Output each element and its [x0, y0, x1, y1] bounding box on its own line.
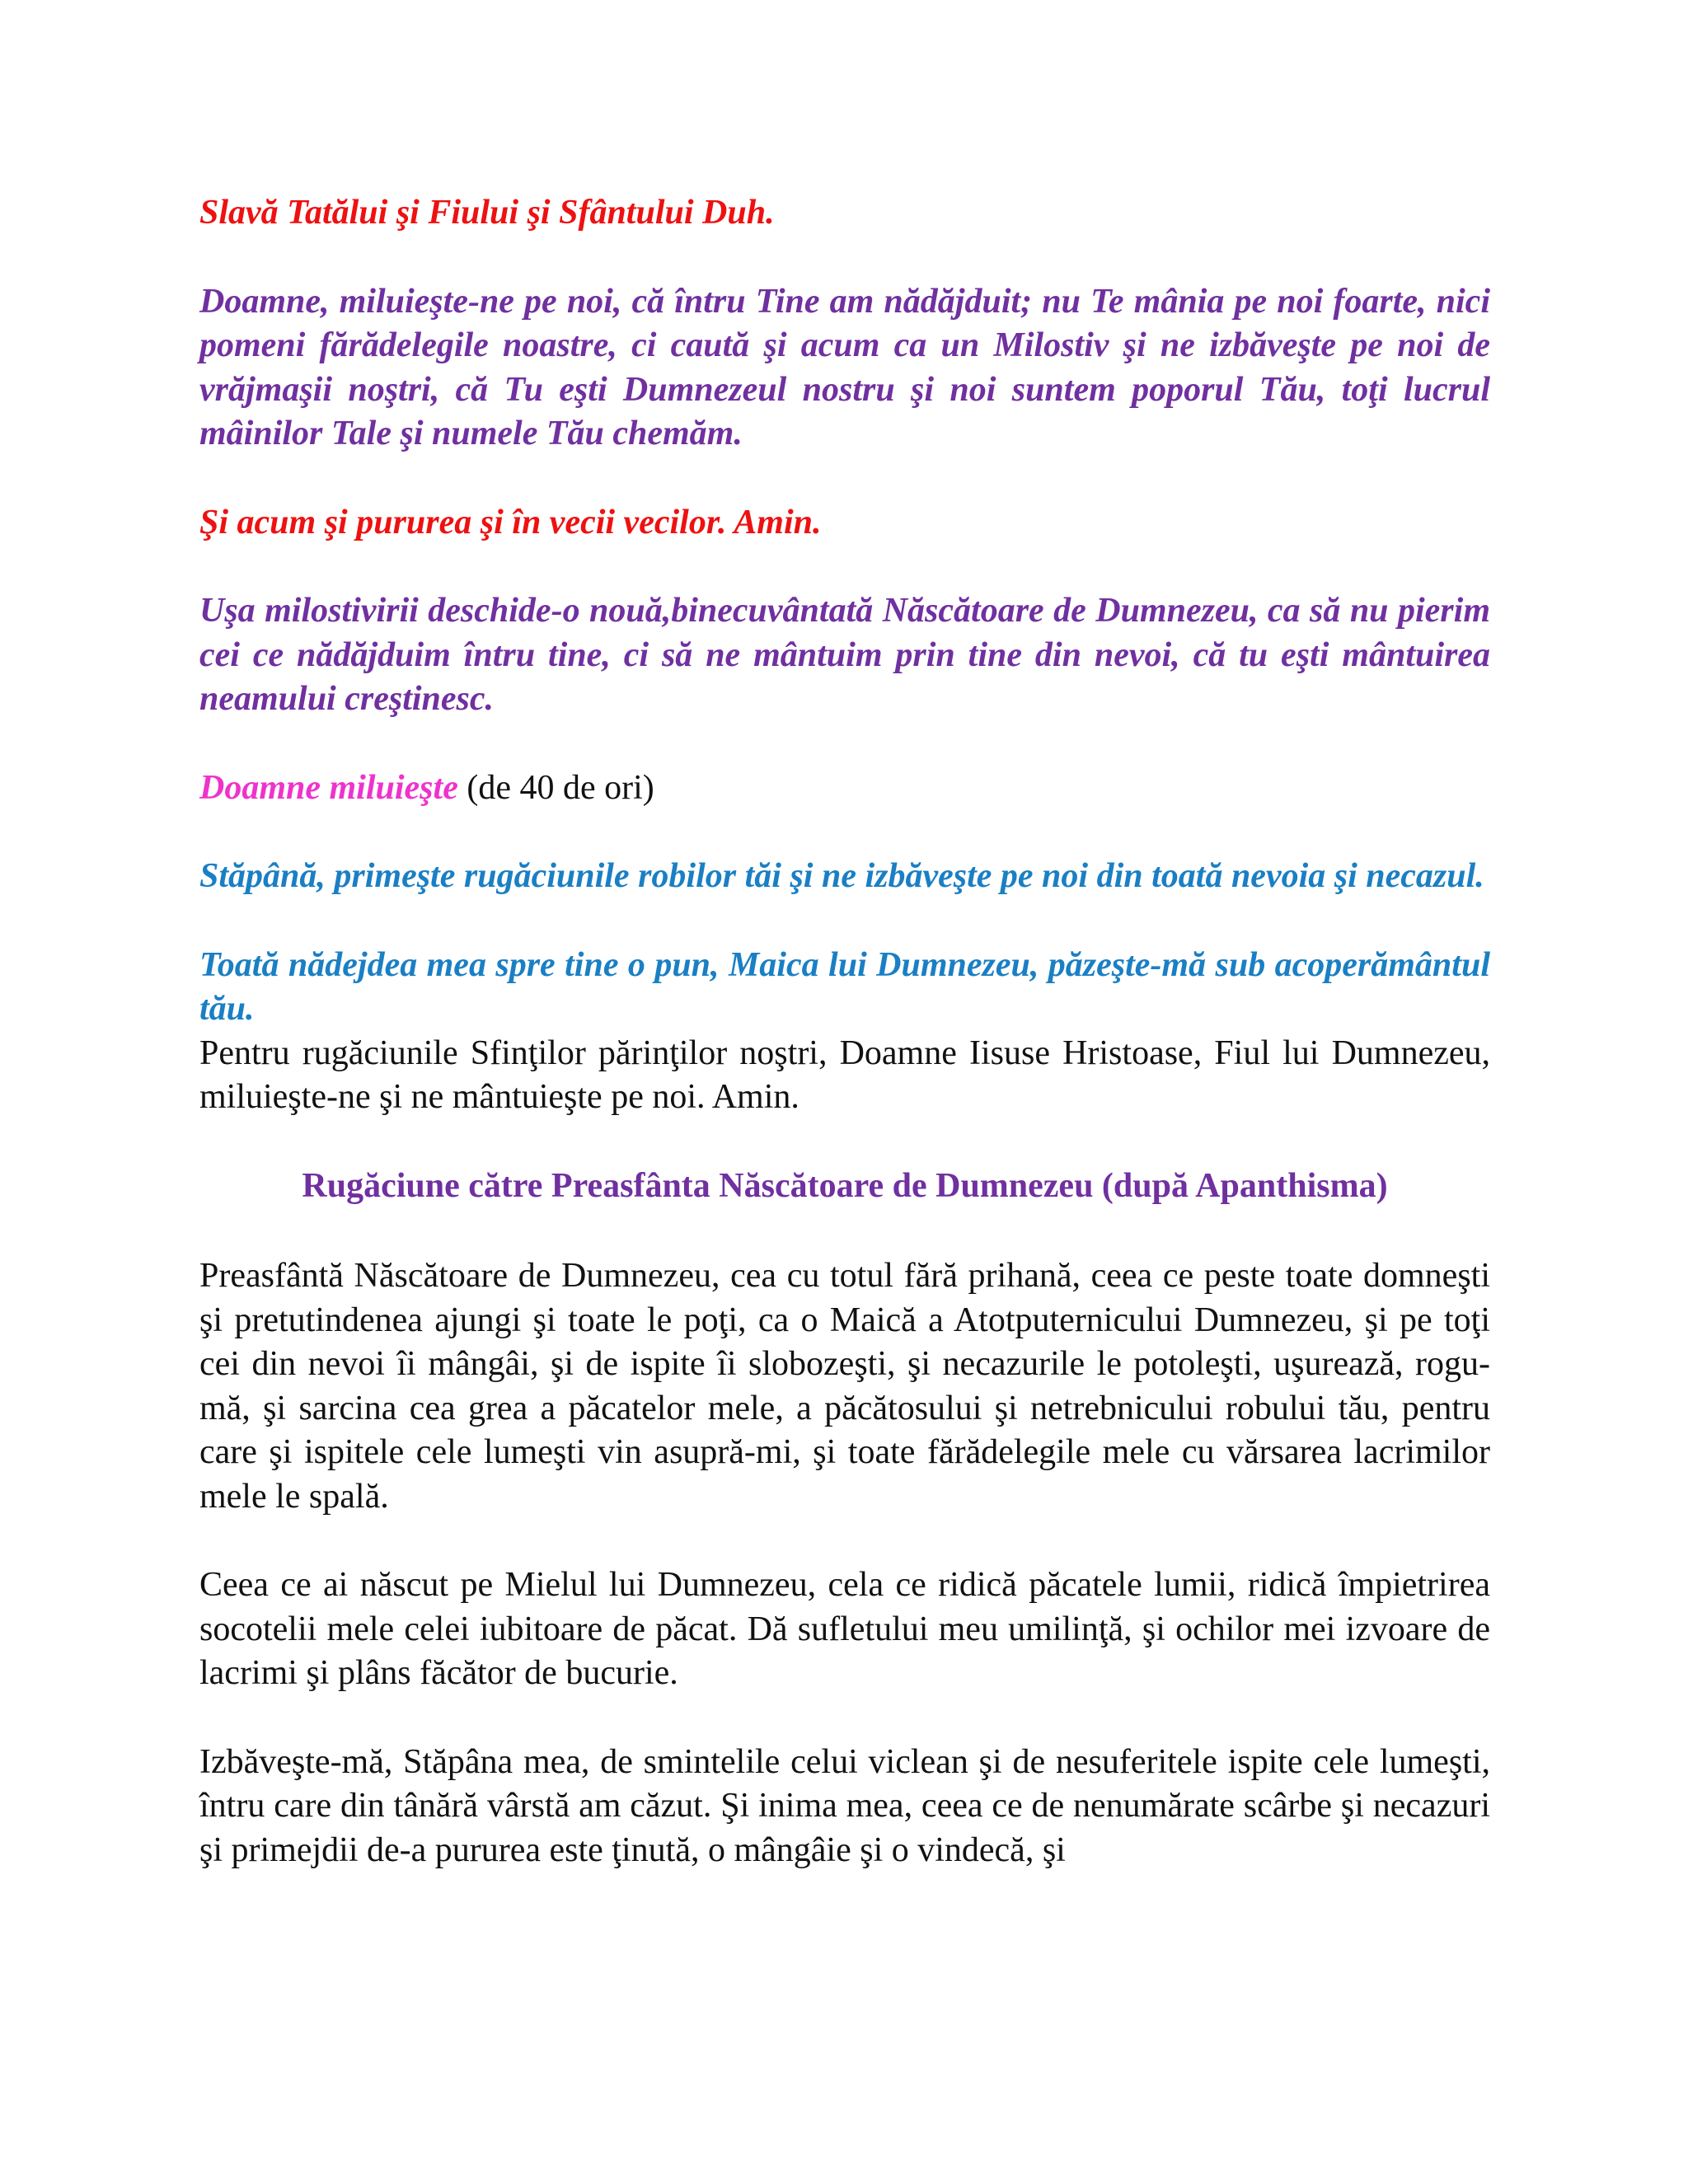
- repeat-count-note: (de 40 de ori): [457, 768, 654, 807]
- body-paragraph-1: Preasfântă Născătoare de Dumnezeu, cea cu totul fără prihană, ceea ce peste toate domneşti şi pretutindenea ajungi şi toate le poţi, ca o Maică a Atotputernicului Dumnezeu, şi pe toţi cei din nevoi îi mângâi, şi de ispite îi slobozeşti, şi necazurile le potoleşti, uşurează, rogu-mă, şi sarcina cea grea a păcatelor mele, a păcătosului şi netrebnicului robului tău, pentru care şi ispitele cele lumeşti vin asupră-mi, şi toate fărădelegile mele cu vărsarea lacrimilor mele le spală.: [199, 1257, 1490, 1516]
- prayer-glory: Slavă Tatălui şi Fiului şi Sfântului Duh.: [199, 194, 775, 232]
- prayer-door-of-mercy: Uşa milostivirii deschide-o nouă,binecuvântată Născătoare de Dumnezeu, ca să nu pierim cei ce nădăjduim întru tine, ci să ne mântuim prin tine din nevoi, că tu eşti mântuirea neamului creştinesc.: [199, 592, 1490, 718]
- body-paragraph-3: Izbăveşte-mă, Stăpâna mea, de smintelile celui viclean şi de nesuferitele ispite cele lumeşti, întru care din tânără vârstă am căzut. Şi inima mea, ceea ce de nenumărate scârbe şi necazuri şi primejdii de-a pururea este ţinută, o mângâie şi o vindecă, şi: [199, 1742, 1490, 1869]
- prayer-holy-fathers: Pentru rugăciunile Sfinţilor părinţilor noştri, Doamne Iisuse Hristoase, Fiul lui Dumnezeu, miluieşte-ne şi ne mântuieşte pe noi. Amin.: [199, 1033, 1490, 1116]
- prayer-lord-have-mercy-40: [199, 766, 1490, 811]
- document-page: [199, 191, 1490, 1917]
- lord-have-mercy-label: Doamne miluieşte: [199, 768, 458, 807]
- prayer-now-and-ever: Şi acum şi pururea şi în vecii vecilor. Amin.: [199, 503, 822, 541]
- prayer-all-my-hope: Toată nădejdea mea spre tine o pun, Maica lui Dumnezeu, păzeşte-mă sub acoperământul tău.: [199, 945, 1490, 1028]
- section-heading: Rugăciune către Preasfânta Născătoare de Dumnezeu (după Apanthisma): [302, 1166, 1388, 1205]
- prayer-lord-have-mercy: Doamne, miluieşte-ne pe noi, că întru Tine am nădăjduit; nu Te mânia pe noi foarte, nici pomeni fărădelegile noastre, ci caută şi acum ca un Milostiv şi ne izbăveşte pe noi de vrăjmaşii noştri, că Tu eşti Dumnezeul nostru şi noi suntem poporul Tău, toţi lucrul mâinilor Tale şi numele Tău chemăm.: [199, 282, 1490, 452]
- prayer-mistress: Stăpână, primeşte rugăciunile robilor tăi şi ne izbăveşte pe noi din toată nevoia şi necazul.: [199, 857, 1484, 895]
- body-paragraph-2: Ceea ce ai născut pe Mielul lui Dumnezeu, cela ce ridică păcatele lumii, ridică împietrirea socotelii mele celei iubitoare de păcat. Dă sufletului meu umilinţă, şi ochilor mei izvoare de lacrimi şi plâns făcător de bucurie.: [199, 1566, 1490, 1692]
